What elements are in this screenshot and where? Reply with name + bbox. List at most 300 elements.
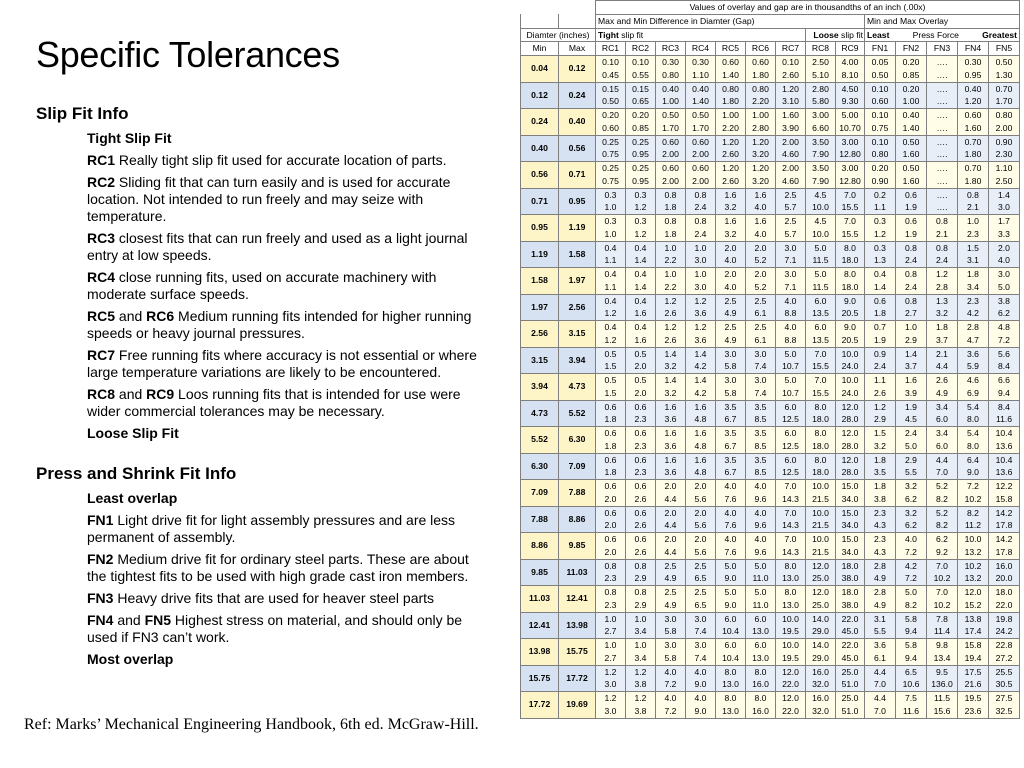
table-cell: 2.8 [958,321,989,334]
table-cell: 2.7 [596,625,626,638]
table-row [521,572,1020,585]
table-cell: 3.0 [716,347,746,360]
table-cell: 0.3 [626,215,656,228]
table-cell: 6.0 [716,639,746,652]
table-row [521,612,1020,625]
table-cell: 0.40 [958,82,989,95]
table-cell: 0.6 [626,533,656,546]
table-cell: 2.30 [989,148,1020,161]
table-cell: 13.5 [806,334,836,347]
table-cell: 3.8 [865,493,896,506]
table-cell: 20.5 [836,307,865,320]
diameter-max: 4.73 [559,374,596,401]
table-cell: 1.8 [656,228,686,241]
diameter-max: 1.58 [559,241,596,268]
col-header-fn2: FN2 [896,42,927,56]
table-cell: 0.6 [596,400,626,413]
table-cell: 1.6 [716,188,746,201]
table-row [521,69,1020,82]
table-cell: 2.5 [716,294,746,307]
table-cell: 2.3 [596,599,626,612]
table-cell: 3.5 [865,466,896,479]
table-cell: 17.5 [958,665,989,678]
table-cell: 6.0 [927,413,958,426]
table-cell: 7.0 [776,480,806,493]
table-cell: 12.0 [836,427,865,440]
table-cell: 1.60 [776,109,806,122]
table-cell: 4.0 [716,254,746,267]
table-cell: 13.0 [716,705,746,718]
diameter-min: 7.09 [521,480,559,507]
loose-slip-fit-header: Loose slip fit [806,28,865,42]
table-cell: 12.5 [776,413,806,426]
table-cell: 0.4 [596,321,626,334]
table-cell: 15.5 [806,387,836,400]
col-header-rc5: RC5 [716,42,746,56]
table-row [521,135,1020,148]
table-cell: 7.2 [656,678,686,691]
table-cell: 25.0 [836,665,865,678]
table-cell: 5.0 [776,374,806,387]
table-cell: 21.5 [806,519,836,532]
table-cell: 3.7 [927,334,958,347]
table-cell: 2.9 [626,599,656,612]
table-cell: 6.0 [927,440,958,453]
table-cell: 3.6 [656,413,686,426]
table-cell: 5.5 [865,625,896,638]
table-cell: 4.0 [746,506,776,519]
table-row [521,281,1020,294]
table-cell: 0.4 [596,294,626,307]
table-cell: 0.30 [958,56,989,69]
table-cell: 1.8 [596,440,626,453]
table-cell: 1.8 [865,480,896,493]
table-cell: 6.7 [716,466,746,479]
table-cell: 1.2 [596,692,626,705]
table-cell: 0.5 [626,374,656,387]
table-cell: 0.4 [626,294,656,307]
col-header-rc2: RC2 [626,42,656,56]
table-cell: 0.20 [596,109,626,122]
table-cell: 1.60 [896,148,927,161]
table-cell: 2.00 [656,148,686,161]
table-cell: 1.2 [865,228,896,241]
diameter-min: 12.41 [521,612,559,639]
table-cell: 18.0 [836,254,865,267]
table-cell: 9.6 [746,546,776,559]
table-cell: 28.0 [836,466,865,479]
table-cell: 6.0 [746,612,776,625]
table-cell: 19.5 [958,692,989,705]
table-cell: 1.7 [989,215,1020,228]
table-cell: 7.5 [896,692,927,705]
table-cell: 2.00 [776,162,806,175]
table-cell: 6.4 [958,453,989,466]
table-cell: 3.00 [836,135,865,148]
table-cell: 12.0 [806,559,836,572]
col-header-rc3: RC3 [656,42,686,56]
table-cell: 1.2 [686,294,716,307]
table-cell: 7.0 [776,506,806,519]
table-cell: 9.2 [927,546,958,559]
table-cell: 0.6 [626,427,656,440]
table-cell: 21.6 [958,678,989,691]
table-cell: 7.1 [776,281,806,294]
table-cell: 20.5 [836,334,865,347]
table-cell: 6.5 [686,572,716,585]
press-fit-heading: Press and Shrink Fit Info [36,464,237,483]
table-cell: 15.5 [806,360,836,373]
table-cell: 8.0 [746,665,776,678]
table-cell: 13.0 [776,572,806,585]
table-cell: 0.7 [865,321,896,334]
table-cell: 0.80 [656,69,686,82]
table-cell: 2.2 [656,281,686,294]
table-cell: 2.00 [656,175,686,188]
table-cell: 13.2 [958,572,989,585]
table-cell: 4.0 [746,533,776,546]
table-cell: 1.0 [596,201,626,214]
diameter-min: 17.72 [521,692,559,719]
table-cell: 8.0 [958,440,989,453]
diameter-min: 1.58 [521,268,559,295]
table-cell: 4.0 [746,480,776,493]
table-cell: 32.0 [806,678,836,691]
table-row [521,122,1020,135]
table-cell: 11.5 [806,281,836,294]
table-cell: …. [927,56,958,69]
table-cell: 22.0 [776,678,806,691]
diameter-min: 6.30 [521,453,559,480]
diameter-max: 0.95 [559,188,596,215]
diameter-max: 12.41 [559,586,596,613]
table-cell: 4.0 [776,294,806,307]
table-cell: 0.6 [626,453,656,466]
diameter-min: 2.56 [521,321,559,348]
table-cell: 18.0 [806,413,836,426]
table-cell: 13.0 [746,625,776,638]
table-cell: 6.60 [806,122,836,135]
fit-description: FN1 Light drive fit for light assembly pressures and are less permanent of assembly. [87,512,456,545]
table-cell: 4.2 [958,307,989,320]
table-cell: 0.40 [896,109,927,122]
table-row [521,400,1020,413]
table-cell: 12.0 [806,586,836,599]
table-cell: 0.75 [865,122,896,135]
table-cell: 25.0 [836,692,865,705]
diameter-min: 1.97 [521,294,559,321]
table-cell: 4.4 [656,493,686,506]
table-cell: 10.0 [806,506,836,519]
diameter-max: 6.30 [559,427,596,454]
table-cell: 136.0 [927,678,958,691]
table-cell: 4.3 [865,546,896,559]
table-cell: 11.0 [746,599,776,612]
diameter-min: 0.40 [521,135,559,162]
table-cell: 3.2 [656,387,686,400]
table-cell: 2.0 [596,546,626,559]
table-cell: 3.2 [927,307,958,320]
table-cell: 1.0 [656,268,686,281]
table-cell: 3.50 [806,135,836,148]
table-cell: 4.9 [927,387,958,400]
table-cell: …. [927,188,958,201]
table-cell: 1.00 [896,95,927,108]
diameter-min: 0.04 [521,56,559,83]
table-cell: 1.2 [686,321,716,334]
table-cell: 20.0 [989,572,1020,585]
table-cell: 0.8 [896,241,927,254]
table-cell: 0.8 [896,268,927,281]
table-cell: 3.6 [656,440,686,453]
diameter-max: 7.09 [559,453,596,480]
table-cell: 25.0 [806,572,836,585]
table-cell: 3.10 [776,95,806,108]
table-cell: 6.1 [746,307,776,320]
table-cell: 5.8 [716,387,746,400]
table-cell: 2.00 [686,148,716,161]
table-cell: 3.2 [656,360,686,373]
table-cell: 4.4 [927,360,958,373]
table-cell: 0.8 [686,188,716,201]
table-cell: 4.0 [716,281,746,294]
table-row [521,480,1020,493]
table-cell: 1.0 [686,241,716,254]
table-cell: 9.5 [927,665,958,678]
table-cell: 2.80 [746,122,776,135]
table-cell: 1.0 [896,321,927,334]
table-cell: 0.05 [865,56,896,69]
table-cell: 3.00 [836,162,865,175]
diameter-min: 11.03 [521,586,559,613]
table-cell: 0.6 [626,480,656,493]
table-cell: 11.5 [806,254,836,267]
table-cell: 12.80 [836,148,865,161]
table-cell: 1.2 [626,228,656,241]
table-cell: 4.4 [927,453,958,466]
table-cell: 0.6 [626,506,656,519]
table-cell: 3.0 [746,374,776,387]
table-cell: 10.0 [776,639,806,652]
table-cell: 4.9 [865,572,896,585]
table-cell: 1.4 [989,188,1020,201]
table-cell: 0.10 [776,56,806,69]
diameter-min: 9.85 [521,559,559,586]
diameter-max: 0.56 [559,135,596,162]
table-cell: 2.0 [626,387,656,400]
table-cell: 8.2 [927,519,958,532]
fit-description: RC7 Free running fits where accuracy is not essential or where large temperature variations are likely to be encountered. [87,347,477,380]
table-cell: 6.2 [989,307,1020,320]
table-cell: 10.0 [836,347,865,360]
table-cell: 2.50 [806,56,836,69]
table-cell: 8.5 [746,413,776,426]
table-cell: 8.0 [806,427,836,440]
table-cell: 1.00 [746,109,776,122]
table-cell: 4.0 [716,480,746,493]
diameter-min: 0.56 [521,162,559,189]
table-cell: 6.0 [776,427,806,440]
table-cell: 7.4 [686,625,716,638]
table-cell: 25.5 [989,665,1020,678]
table-cell: 18.0 [989,586,1020,599]
table-row [521,148,1020,161]
table-cell: 7.0 [836,215,865,228]
table-cell: 4.0 [656,692,686,705]
table-cell: 0.9 [865,347,896,360]
table-cell: 2.6 [865,387,896,400]
table-row [521,374,1020,387]
table-cell: 3.5 [746,400,776,413]
table-cell: 34.0 [836,493,865,506]
table-cell: 8.0 [836,241,865,254]
table-cell: 1.6 [686,400,716,413]
table-cell: 1.8 [958,268,989,281]
table-cell: 22.0 [989,599,1020,612]
table-cell: 32.0 [806,705,836,718]
table-cell: 2.80 [806,82,836,95]
table-cell: 4.4 [656,519,686,532]
table-cell: 24.0 [836,360,865,373]
table-cell: 1.4 [656,374,686,387]
table-cell: 21.5 [806,546,836,559]
table-row [521,215,1020,228]
table-cell: 1.2 [626,665,656,678]
table-cell: 24.0 [836,387,865,400]
table-cell: 8.0 [806,453,836,466]
table-cell: 7.0 [927,559,958,572]
diameter-min: 7.88 [521,506,559,533]
table-cell: 2.8 [865,586,896,599]
loose-slip-fit-label: Loose Slip Fit [87,425,179,441]
table-cell: 3.4 [626,652,656,665]
table-cell: 5.8 [656,652,686,665]
table-cell: 4.8 [686,466,716,479]
table-cell: 22.8 [989,639,1020,652]
table-cell: 0.75 [596,175,626,188]
table-row [521,175,1020,188]
table-cell: 7.6 [716,493,746,506]
table-cell: 8.0 [958,413,989,426]
table-cell: 0.6 [626,400,656,413]
table-cell: 3.6 [686,334,716,347]
table-cell: 0.50 [989,56,1020,69]
table-cell: 4.60 [776,175,806,188]
table-cell: 15.0 [836,480,865,493]
table-row [521,387,1020,400]
diameter-min: 15.75 [521,665,559,692]
table-cell: 5.9 [958,360,989,373]
table-row [521,506,1020,519]
table-row [521,599,1020,612]
table-cell: 2.4 [896,254,927,267]
table-cell: 10.4 [716,652,746,665]
diameter-max: 2.56 [559,294,596,321]
table-cell: 30.5 [989,678,1020,691]
table-cell: 6.0 [746,639,776,652]
table-cell: 2.7 [596,652,626,665]
table-cell: 2.3 [626,466,656,479]
table-cell: 7.2 [896,546,927,559]
table-cell: 2.9 [626,572,656,585]
table-cell: 5.80 [806,95,836,108]
table-cell: 8.4 [989,360,1020,373]
table-cell: 1.60 [896,175,927,188]
table-cell: 10.7 [776,360,806,373]
table-cell: 2.6 [656,334,686,347]
table-cell: 2.0 [656,480,686,493]
table-cell: 2.60 [716,175,746,188]
table-cell: 2.5 [746,321,776,334]
diameter-min: 3.15 [521,347,559,374]
table-cell: 1.0 [626,639,656,652]
table-cell: 3.0 [776,241,806,254]
table-cell: 12.0 [836,400,865,413]
table-cell: 1.20 [776,82,806,95]
table-cell: 1.3 [927,294,958,307]
table-cell: 2.7 [896,307,927,320]
table-cell: 1.8 [656,201,686,214]
table-cell: 0.70 [958,162,989,175]
diameter-max: 13.98 [559,612,596,639]
fit-description: RC3 closest fits that can run freely and used as a light journal entry at low speeds. [87,230,468,263]
table-cell: 1.6 [896,374,927,387]
table-cell: 5.0 [746,559,776,572]
table-cell: 4.9 [865,599,896,612]
table-cell: 2.0 [686,506,716,519]
table-cell: 1.8 [596,413,626,426]
table-cell: 3.0 [686,254,716,267]
table-cell: 6.7 [716,413,746,426]
table-cell: 2.0 [596,519,626,532]
table-cell: 6.2 [927,533,958,546]
table-cell: 2.0 [656,533,686,546]
table-cell: 2.6 [927,374,958,387]
table-cell: 0.4 [596,268,626,281]
table-cell: 19.4 [958,652,989,665]
table-cell: 27.2 [989,652,1020,665]
table-cell: 0.80 [989,109,1020,122]
table-cell: 0.90 [865,175,896,188]
table-cell: 10.6 [896,678,927,691]
table-cell: 13.6 [989,466,1020,479]
table-cell: 18.0 [836,586,865,599]
table-cell: 6.6 [989,374,1020,387]
table-cell: 14.2 [989,533,1020,546]
table-cell: …. [927,162,958,175]
table-cell: …. [927,148,958,161]
table-cell: 9.6 [746,519,776,532]
table-cell: 5.2 [746,254,776,267]
table-cell: 3.0 [989,268,1020,281]
table-cell: 0.8 [596,586,626,599]
table-cell: 15.6 [927,705,958,718]
table-row [521,228,1020,241]
table-cell: 2.3 [596,572,626,585]
table-caption: Values of overlay and gap are in thousandths of an inch (.00x) [596,1,1020,15]
table-cell: 1.5 [865,427,896,440]
table-cell: 14.0 [806,639,836,652]
table-cell: 4.9 [716,334,746,347]
table-cell: 45.0 [836,625,865,638]
table-cell: 6.0 [776,400,806,413]
fit-info-panel [36,104,486,673]
table-cell: 0.50 [896,135,927,148]
table-cell: 0.60 [656,135,686,148]
table-row [521,546,1020,559]
table-cell: 0.45 [596,69,626,82]
table-cell: 0.2 [865,188,896,201]
